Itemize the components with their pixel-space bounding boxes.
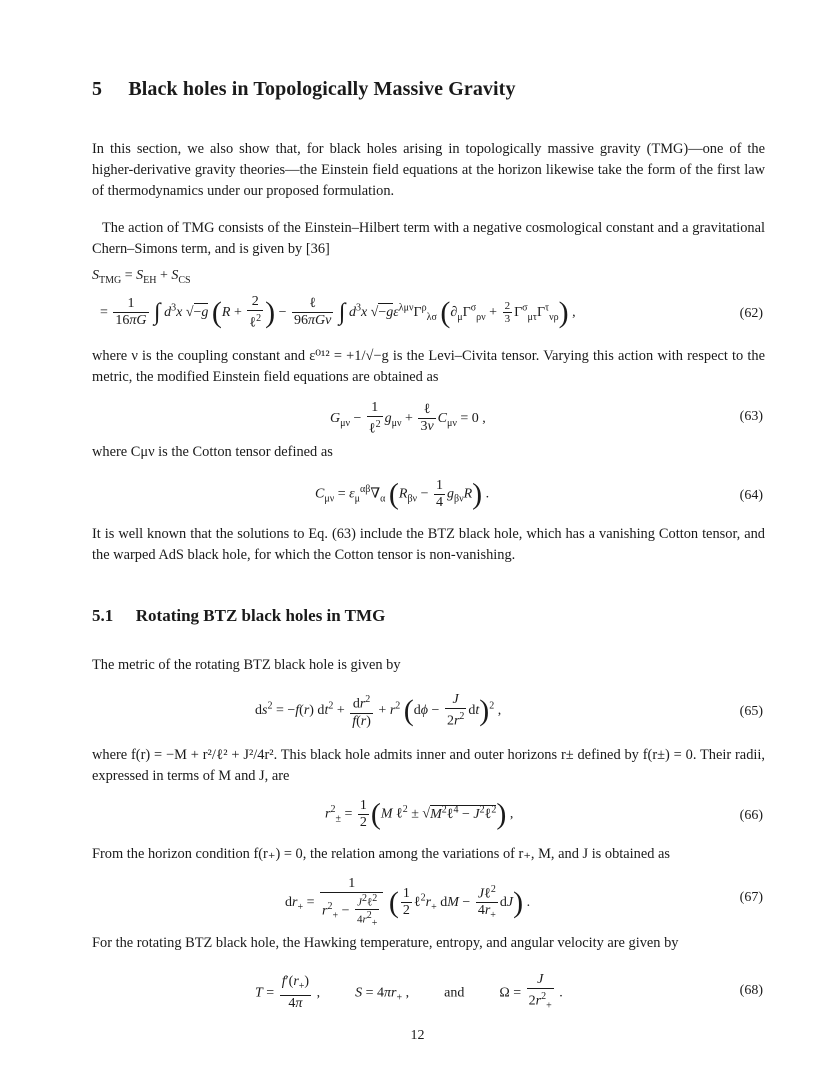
subsection-heading: [92, 606, 385, 626]
equation-65: $ds^2 = -f(r) dt^2$ + $\frac{dr^2}{f(r)}$ + $r^2$ (dϕ − $\frac{J}{2r^2}$ dt)$^2$ ,: [255, 692, 502, 729]
eqnum-62: (62): [739, 306, 763, 321]
equation-62-line1: $S_{TMG} = S_{EH} + S_{CS}$: [92, 268, 191, 286]
section-title: Black holes in Topologically Massive Gravity: [128, 78, 516, 100]
paragraph-action: The action of TMG consists of the Einstein–Hilbert term with a negative cosmological constant and a gravitational Chern–Simons term, and is given by [36]: [92, 220, 765, 257]
subsection-number: 5.1: [92, 606, 114, 625]
subsection-title: Rotating BTZ black holes in TMG: [135, 606, 386, 625]
equation-63: $G_{\mu\nu}$ − $\frac{1}{\ell^2}$ $g_{\mu\nu}$ + $\frac{\text{ℓ}}{3\nu}$ $C_{\mu\nu} = 0$ ,: [330, 400, 486, 437]
paragraph-horizon-condition: From the horizon condition f(r₊) = 0, the relation among the variations of r₊, M, and J is obtained as: [92, 846, 671, 862]
equation-66: $r^2_\pm$ = $\frac{1}{2}$ (M ℓ$^2$ ± $√M^2\ell^4$ − $J^2\ell^2$) ,: [325, 797, 514, 831]
paragraph-intro: In this section, we also show that, for black holes arising in topologically massive gravity (TMG)—one of the higher-derivative gravity theories—the Einstein field equations at the horizon likewise take the form of the first law of thermodynamics under our proposed formulation.: [92, 141, 765, 199]
paragraph-cotton: where Cμν is the Cotton tensor defined as: [92, 444, 333, 460]
eqnum-65: (65): [739, 704, 763, 719]
equation-64: $C_{\mu\nu} = \varepsilon_\mu^{\alpha\beta}\nabla_\alpha$ ($R_{\beta\nu}$ − $\frac{1}{4}$ $g_{\beta\nu}R$) .: [315, 477, 490, 511]
paragraph-btz-warped: It is well known that the solutions to Eq. (63) include the BTZ black hole, which has a vanishing Cotton tensor, and the warped AdS black hole, for which the Cotton tensor is non-vanishing.: [92, 526, 765, 563]
paragraph-horizons: where f(r) = −M + r²/ℓ² + J²/4r². This black hole admits inner and outer horizons r± defined by f(r±) = 0. Their radii, expressed in terms of M and J, are: [92, 747, 765, 784]
section-number: 5: [92, 78, 103, 100]
section-heading: [92, 78, 516, 101]
equation-68: T = $\frac{f'(r_+)}{4\pi}$ , $S = 4\pi r_+$ , and Ω = $\frac{J}{2r^2_+}$ .: [255, 972, 563, 1012]
eqnum-67: (67): [739, 890, 763, 905]
eqnum-68: (68): [739, 983, 763, 998]
equation-62-line2: = $\frac{1}{16\pi G}$ ∫ $d^3x$ √−g (R + $\frac{2}{\ell^2}$ ) − $\frac{\text{ℓ}}{\text{96πGν}}$ ∫ $d^3x$ $√-g\varepsilon^{\lambda\mu\nu}\Gamma^\rho_{\lambda\sigma}$ ($\partial_\mu\Gamma^\sigma_{\rho\nu}$ + $\frac{2}{3}$ $\Gamma^\sigma_{\mu\tau}\Gamma^\tau_{\nu\rho}$) ,: [100, 294, 576, 331]
eqnum-63: (63): [739, 409, 763, 424]
equation-67: $dr_+$ = 1 $r^2_+$ − $\frac{J^2\ell^2}{4r^2_+}$ ( $\frac{1}{2}$ $\ell^2r_+$ dM − $\frac{J\ell^2}{4r_+}$ dJ) .: [285, 876, 531, 929]
paragraph-levi-civita: where ν is the coupling constant and ε⁰¹² = +1/√−g is the Levi–Civita tensor. Varying this action with respect to the metric, the modified Einstein field equations are obtained as: [92, 348, 765, 385]
paragraph-metric: The metric of the rotating BTZ black hole is given by: [92, 657, 401, 673]
page-number: 12: [410, 1028, 425, 1043]
eqnum-64: (64): [739, 488, 763, 503]
eqnum-66: (66): [739, 808, 763, 823]
paragraph-thermodynamics: For the rotating BTZ black hole, the Hawking temperature, entropy, and angular velocity are given by: [92, 935, 679, 951]
